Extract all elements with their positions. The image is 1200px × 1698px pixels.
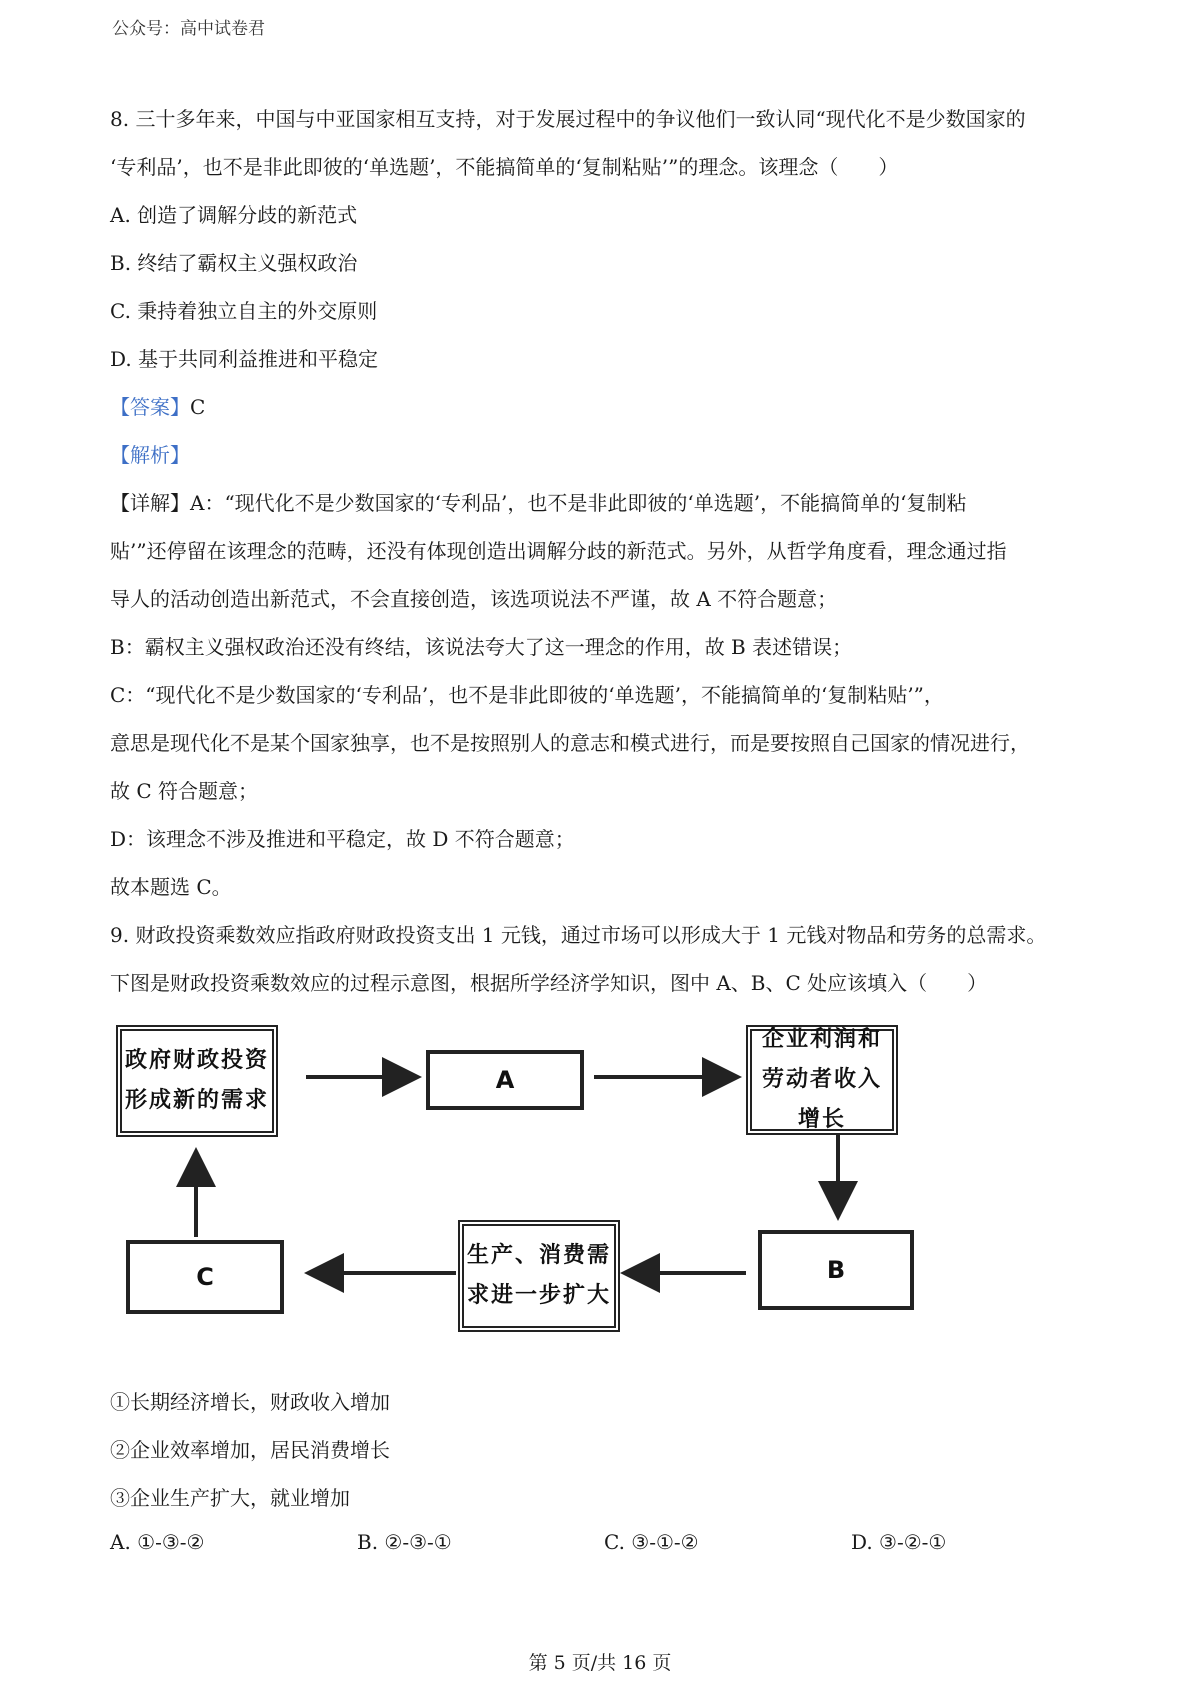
question-content: [110, 95, 1100, 1007]
q8-option-d: D. 基于共同利益推进和平稳定: [110, 347, 379, 371]
box-profit-income: [746, 1025, 898, 1135]
q8-detail-line: 意思是现代化不是某个国家独享，也不是按照别人的意志和模式进行，而是要按照自己国家的情况进行，: [110, 731, 1030, 755]
q9-item: ③企业生产扩大，就业增加: [110, 1486, 350, 1510]
box-c: [126, 1240, 284, 1314]
q8-detail-line: 故 C 符合题意；: [110, 779, 259, 803]
q9-option-c: C. ③-①-②: [604, 1530, 699, 1554]
q9-stem-line2: 下图是财政投资乘数效应的过程示意图，根据所学经济学知识，图中 A、B、C 处应该填入（ ）: [110, 971, 988, 995]
answer-value: C: [190, 395, 206, 419]
q9-option-a: A. ①-③-②: [110, 1530, 205, 1554]
answer-tag: 【答案】: [110, 395, 190, 419]
q8-answer: [110, 383, 1100, 431]
q8-detail-line: C：“现代化不是少数国家的‘专利品’，也不是非此即彼的‘单选题’，不能搞简单的‘复制粘贴’”，: [110, 683, 944, 707]
box-b-label: B: [826, 1256, 846, 1284]
q8-option-b: B. 终结了霸权主义强权政治: [110, 251, 358, 275]
q8-option-c: C. 秉持着独立自主的外交原则: [110, 299, 378, 323]
box-demand-expand-text: 生产、消费需求进一步扩大: [466, 1243, 611, 1308]
q9-item: ②企业效率增加，居民消费增长: [110, 1438, 390, 1462]
q8-analysis-tag: 【解析】: [110, 443, 190, 467]
page-header: 公众号：高中试卷君: [112, 19, 265, 39]
q8-option-a: A. 创造了调解分歧的新范式: [110, 203, 358, 227]
box-government-investment-text: 政府财政投资形成新的需求: [124, 1048, 269, 1113]
q9-option-b: B. ②-③-①: [357, 1530, 452, 1554]
q9-stem-line1: 9. 财政投资乘数效应指政府财政投资支出 1 元钱，通过市场可以形成大于 1 元钱对物品和劳务的总需求。: [110, 923, 1047, 947]
box-profit-income-text: 企业利润和劳动者收入增长: [761, 1027, 882, 1132]
q8-detail-line: 故本题选 C。: [110, 875, 232, 899]
q9-option-d: D. ③-②-①: [851, 1530, 947, 1554]
q8-stem-line1: 8. 三十多年来，中国与中亚国家相互支持，对于发展过程中的争议他们一致认同“现代化不是少数国家的: [110, 107, 1026, 131]
q8-detail-line: 【详解】A：“现代化不是少数国家的‘专利品’，也不是非此即彼的‘单选题’，不能搞简单的‘复制粘: [110, 491, 967, 515]
box-a-label: A: [495, 1066, 515, 1094]
q9-items: [110, 1378, 390, 1522]
page-footer: 第 5 页/共 16 页: [528, 1652, 672, 1674]
q8-stem-line2: ‘专利品’，也不是非此即彼的‘单选题’，不能搞简单的‘复制粘贴’”的理念。该理念（ ）: [110, 155, 899, 179]
multiplier-diagram: [116, 1015, 946, 1345]
q9-options: [110, 1530, 1100, 1554]
q9-item: ①长期经济增长，财政收入增加: [110, 1390, 390, 1414]
box-demand-expand: [458, 1220, 620, 1332]
q8-detail-line: 贴’”还停留在该理念的范畴，还没有体现创造出调解分歧的新范式。另外，从哲学角度看，理念通过指: [110, 539, 1007, 563]
q8-detail-line: B：霸权主义强权政治还没有终结，该说法夸大了这一理念的作用，故 B 表述错误；: [110, 635, 853, 659]
q8-detail-line: 导人的活动创造出新范式，不会直接创造，该选项说法不严谨，故 A 不符合题意；: [110, 587, 838, 611]
box-a: [426, 1050, 584, 1110]
box-c-label: C: [196, 1263, 214, 1291]
box-government-investment: [116, 1025, 278, 1137]
q8-detail-line: D：该理念不涉及推进和平稳定，故 D 不符合题意；: [110, 827, 575, 851]
box-b: [758, 1230, 914, 1310]
